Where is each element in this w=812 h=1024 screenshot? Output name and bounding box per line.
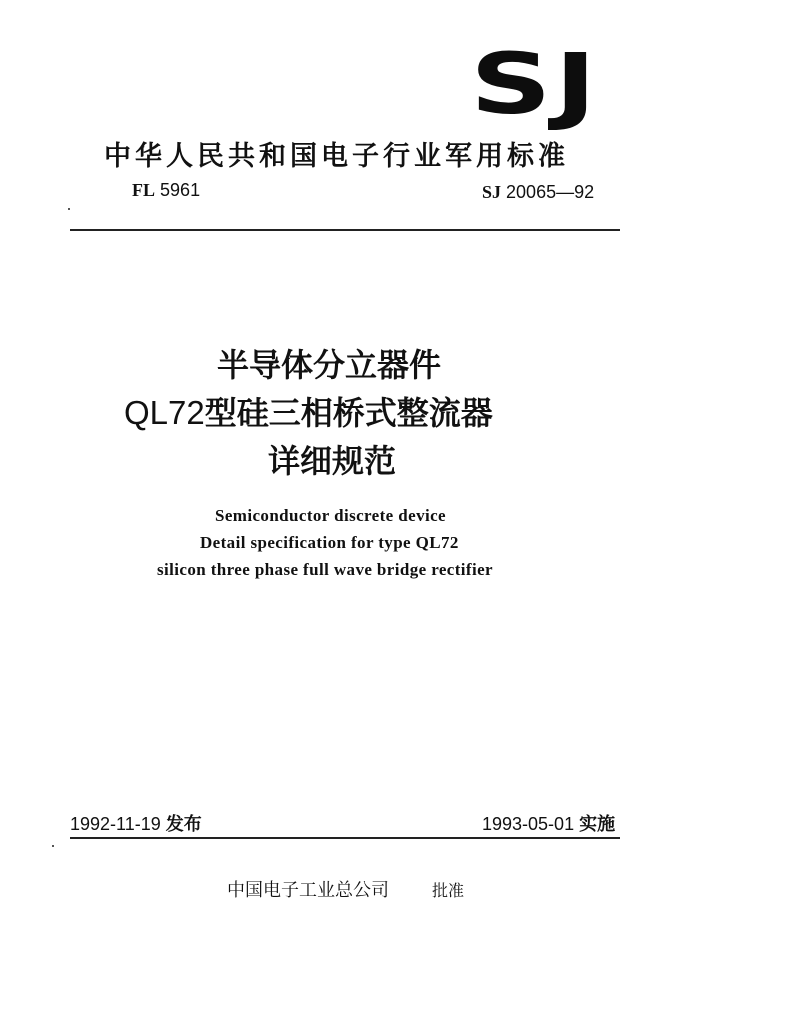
implementation-date	[482, 810, 615, 836]
approving-authority: 中国电子工业总公司	[227, 880, 389, 901]
title-en-line-1: Semiconductor discrete device	[215, 506, 446, 525]
approval-label: 批准	[432, 881, 465, 900]
standard-prefix: SJ	[482, 182, 502, 202]
title-zh-line-2	[124, 388, 493, 434]
implementation-date-value: 1993-05-01	[482, 814, 575, 834]
classification-code	[132, 180, 200, 201]
standard-number	[482, 182, 594, 203]
title-zh-model: QL72	[124, 394, 205, 431]
title-zh-line-3: 详细规范	[268, 442, 397, 480]
issue-date	[70, 810, 202, 836]
title-zh-line-2-rest: 型硅三相桥式整流器	[204, 394, 493, 432]
standard-number-value: 20065—92	[506, 182, 595, 202]
scan-speck	[68, 208, 70, 210]
title-zh-line-1: 半导体分立器件	[217, 346, 442, 384]
implementation-label: 实施	[579, 814, 616, 835]
issue-label: 发布	[165, 814, 202, 835]
standard-title: 中华人民共和国电子行业军用标准	[104, 141, 569, 172]
footer-divider	[70, 837, 620, 839]
scan-speck	[52, 845, 54, 847]
classification-number: 5961	[160, 180, 201, 200]
title-en-line-3: silicon three phase full wave bridge rectifier	[157, 560, 493, 579]
issue-date-value: 1992-11-19	[70, 814, 161, 834]
title-en-line-2: Detail specification for type QL72	[200, 533, 459, 552]
sj-logo: SJ	[470, 35, 600, 133]
header-divider	[70, 229, 620, 231]
classification-prefix: FL	[132, 180, 156, 200]
